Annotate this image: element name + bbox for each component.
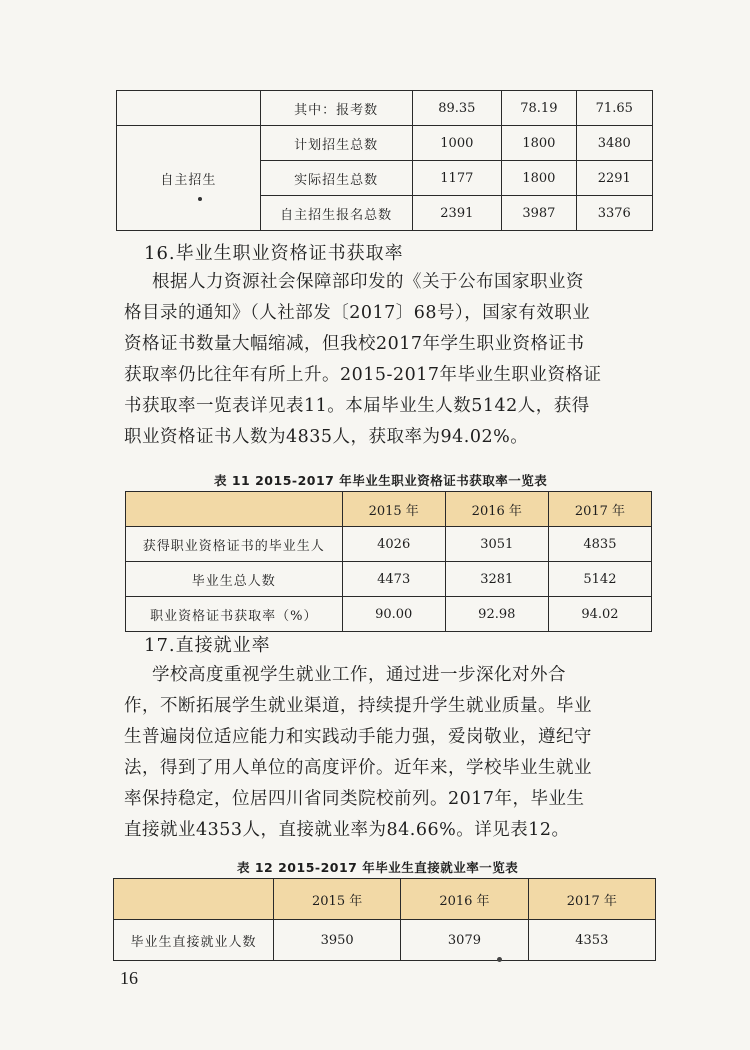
table-header-cell: 2016 年	[401, 879, 528, 920]
table-header-cell: 2015 年	[273, 879, 400, 920]
table-header-cell	[126, 492, 343, 527]
section-paragraph	[124, 660, 644, 846]
table-cell: 3950	[273, 920, 400, 961]
enrollment-table	[116, 90, 653, 231]
paragraph-line: 直接就业4353人，直接就业率为84.66%。详见表12。	[124, 820, 570, 840]
table-row	[117, 91, 653, 126]
section-heading: 16.毕业生职业资格证书获取率	[144, 243, 404, 264]
table-cell: 94.02	[548, 597, 651, 632]
table-header-cell	[114, 879, 274, 920]
table-cell: 4353	[528, 920, 655, 961]
table-cell: 职业资格证书获取率（%）	[126, 597, 343, 632]
table-cell: 4835	[548, 527, 651, 562]
paragraph-line: 根据人力资源社会保障部印发的《关于公布国家职业资	[152, 272, 584, 292]
ink-dot	[198, 197, 202, 201]
table-header-row	[114, 879, 656, 920]
table-cell: 1800	[502, 161, 576, 196]
table-cell: 获得职业资格证书的毕业生人	[126, 527, 343, 562]
table-cell: 3079	[401, 920, 528, 961]
table-header-cell: 2017 年	[548, 492, 651, 527]
paragraph-line: 获取率仍比往年有所上升。2015-2017年毕业生职业资格证	[124, 365, 602, 385]
paragraph-line: 法，得到了用人单位的高度评价。近年来，学校毕业生就业	[124, 758, 592, 778]
table-cell: 4473	[342, 562, 445, 597]
table-cell: 89.35	[412, 91, 502, 126]
employment-rate-table	[113, 878, 656, 961]
table-cell: 计划招生总数	[260, 126, 412, 161]
table-cell: 1800	[502, 126, 576, 161]
table-cell: 3480	[576, 126, 652, 161]
table-cell: 其中：报考数	[260, 91, 412, 126]
table-cell: 自主招生报名总数	[260, 196, 412, 231]
table-cell: 5142	[548, 562, 651, 597]
table-cell: 3987	[502, 196, 576, 231]
table-caption: 表 11 2015-2017 年毕业生职业资格证书获取率一览表	[214, 473, 548, 488]
table-cell: 毕业生总人数	[126, 562, 343, 597]
table-cell: 实际招生总数	[260, 161, 412, 196]
table-cell: 3376	[576, 196, 652, 231]
page-number: 16	[120, 968, 138, 988]
table-row	[114, 920, 656, 961]
table-cell: 2291	[576, 161, 652, 196]
table-cell: 1177	[412, 161, 502, 196]
ink-dot	[497, 957, 502, 962]
table-cell: 71.65	[576, 91, 652, 126]
table-cell: 90.00	[342, 597, 445, 632]
section-heading: 17.直接就业率	[144, 635, 271, 656]
table-cell	[117, 91, 261, 126]
group-cell: 自主招生	[117, 126, 261, 231]
paragraph-line: 作，不断拓展学生就业渠道，持续提升学生就业质量。毕业	[124, 696, 592, 716]
table-cell: 1000	[412, 126, 502, 161]
table-header-cell: 2015 年	[342, 492, 445, 527]
table-row	[126, 527, 652, 562]
table-header-cell: 2016 年	[445, 492, 548, 527]
paragraph-line: 生普遍岗位适应能力和实践动手能力强，爱岗敬业，遵纪守	[124, 727, 592, 747]
certificate-rate-table	[125, 491, 652, 632]
paragraph-line: 学校高度重视学生就业工作，通过进一步深化对外合	[152, 665, 566, 685]
paragraph-line: 书获取率一览表详见表11。本届毕业生人数5142人，获得	[124, 396, 590, 416]
table-cell: 3281	[445, 562, 548, 597]
table-cell: 2391	[412, 196, 502, 231]
paragraph-line: 资格证书数量大幅缩减，但我校2017年学生职业资格证书	[124, 334, 585, 354]
section-paragraph	[124, 267, 644, 453]
table-caption: 表 12 2015-2017 年毕业生直接就业率一览表	[237, 860, 519, 875]
table-cell: 毕业生直接就业人数	[114, 920, 274, 961]
table-cell: 4026	[342, 527, 445, 562]
paragraph-line: 职业资格证书人数为4835人，获取率为94.02%。	[124, 427, 529, 447]
table-header-row	[126, 492, 652, 527]
paragraph-line: 格目录的通知》（人社部发〔2017〕68号），国家有效职业	[124, 303, 591, 323]
paragraph-line: 率保持稳定，位居四川省同类院校前列。2017年，毕业生	[124, 789, 585, 809]
table-cell: 92.98	[445, 597, 548, 632]
table-row	[126, 597, 652, 632]
table-cell: 78.19	[502, 91, 576, 126]
table-row	[117, 126, 653, 161]
table-row	[126, 562, 652, 597]
table-header-cell: 2017 年	[528, 879, 655, 920]
table-cell: 3051	[445, 527, 548, 562]
